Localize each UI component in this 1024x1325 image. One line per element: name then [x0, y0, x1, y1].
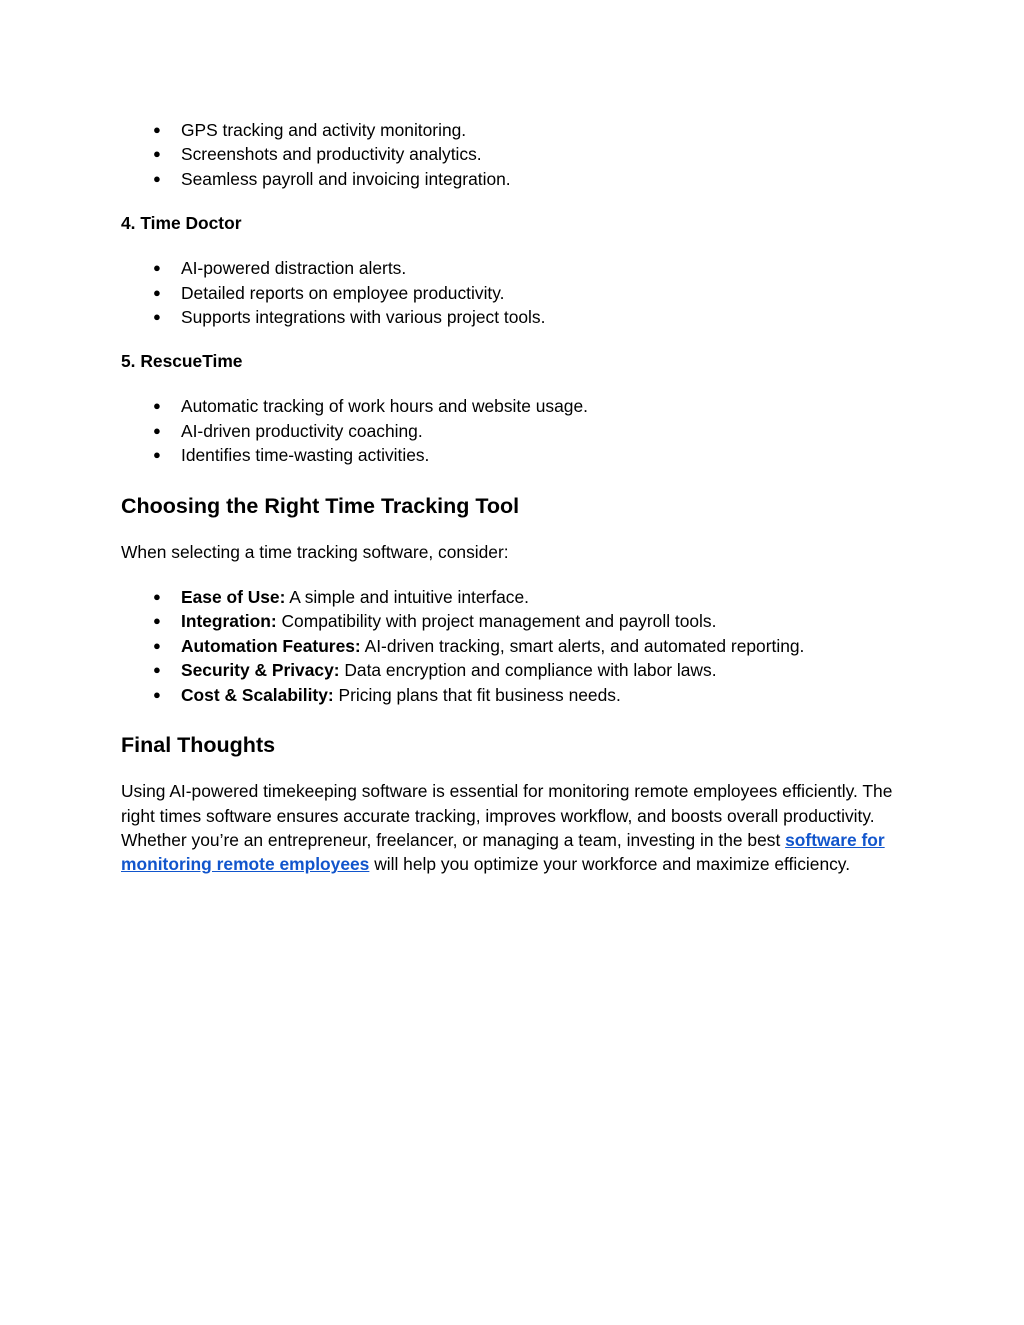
list-item — [121, 634, 911, 658]
final-thoughts-heading: Final Thoughts — [121, 733, 276, 758]
list-item: ● Supports integrations with various project tools. — [121, 305, 911, 329]
bullet-icon: ● — [153, 447, 161, 463]
time-doctor-heading: 4. Time Doctor — [121, 213, 242, 234]
criteria-desc: Data encryption and compliance with labor laws. — [339, 660, 717, 681]
time-doctor-feature-list — [121, 256, 911, 329]
document-page — [121, 118, 911, 877]
rescuetime-heading: 5. RescueTime — [121, 351, 243, 372]
bullet-icon: ● — [153, 637, 161, 653]
criteria-desc: A simple and intuitive interface. — [285, 587, 529, 608]
list-item: ● Detailed reports on employee productivity. — [121, 281, 911, 305]
criteria-term: Integration: — [181, 611, 277, 632]
bullet-icon: ● — [153, 589, 161, 605]
bullet-icon: ● — [153, 170, 161, 186]
list-item: ● Screenshots and productivity analytics. — [121, 142, 911, 166]
criteria-desc: AI-driven tracking, smart alerts, and automated reporting. — [360, 635, 805, 656]
bullet-icon: ● — [153, 309, 161, 325]
bullet-icon: ● — [153, 260, 161, 276]
choosing-tool-intro: When selecting a time tracking software, consider: — [121, 541, 509, 562]
final-thoughts-paragraph: Using AI-powered timekeeping software is essential for monitoring remote employees efficiently. The right times software ensures accurate tracking, improves workflow, and boosts overall productivity. Whether you’re an entrepreneur, freelancer, or managing a team, investing in the best software for monitoring remote employees will help you optimize your workforce and maximize efficiency. — [121, 781, 893, 875]
criteria-term: Cost & Scalability: — [181, 684, 334, 705]
criteria-term: Ease of Use: — [181, 587, 286, 608]
list-item — [121, 609, 911, 633]
selection-criteria-list — [121, 585, 911, 707]
list-item: ● AI-driven productivity coaching. — [121, 419, 911, 443]
rescuetime-feature-list — [121, 394, 911, 467]
criteria-desc: Pricing plans that fit business needs. — [333, 684, 621, 705]
monitoring-software-link[interactable]: software for monitoring remote employees — [121, 829, 885, 875]
list-item — [121, 683, 911, 707]
list-item: ● AI-powered distraction alerts. — [121, 256, 911, 280]
list-item: ● Identifies time-wasting activities. — [121, 443, 911, 467]
criteria-desc: Compatibility with project management and payroll tools. — [276, 611, 717, 632]
bullet-icon: ● — [153, 613, 161, 629]
criteria-term: Automation Features: — [181, 635, 361, 656]
list-item — [121, 585, 911, 609]
feature-list-previous-tool — [121, 118, 911, 191]
criteria-term: Security & Privacy: — [181, 660, 340, 681]
bullet-icon: ● — [153, 686, 161, 702]
list-item: ● Automatic tracking of work hours and website usage. — [121, 394, 911, 418]
bullet-icon: ● — [153, 122, 161, 137]
bullet-icon: ● — [153, 422, 161, 438]
list-item — [121, 658, 911, 682]
bullet-icon: ● — [153, 284, 161, 300]
bullet-icon: ● — [153, 146, 161, 162]
bullet-icon: ● — [153, 662, 161, 678]
list-item: ● GPS tracking and activity monitoring. — [121, 118, 911, 142]
choosing-tool-heading: Choosing the Right Time Tracking Tool — [121, 493, 520, 518]
list-item: ● Seamless payroll and invoicing integration. — [121, 167, 911, 191]
bullet-icon: ● — [153, 398, 161, 414]
